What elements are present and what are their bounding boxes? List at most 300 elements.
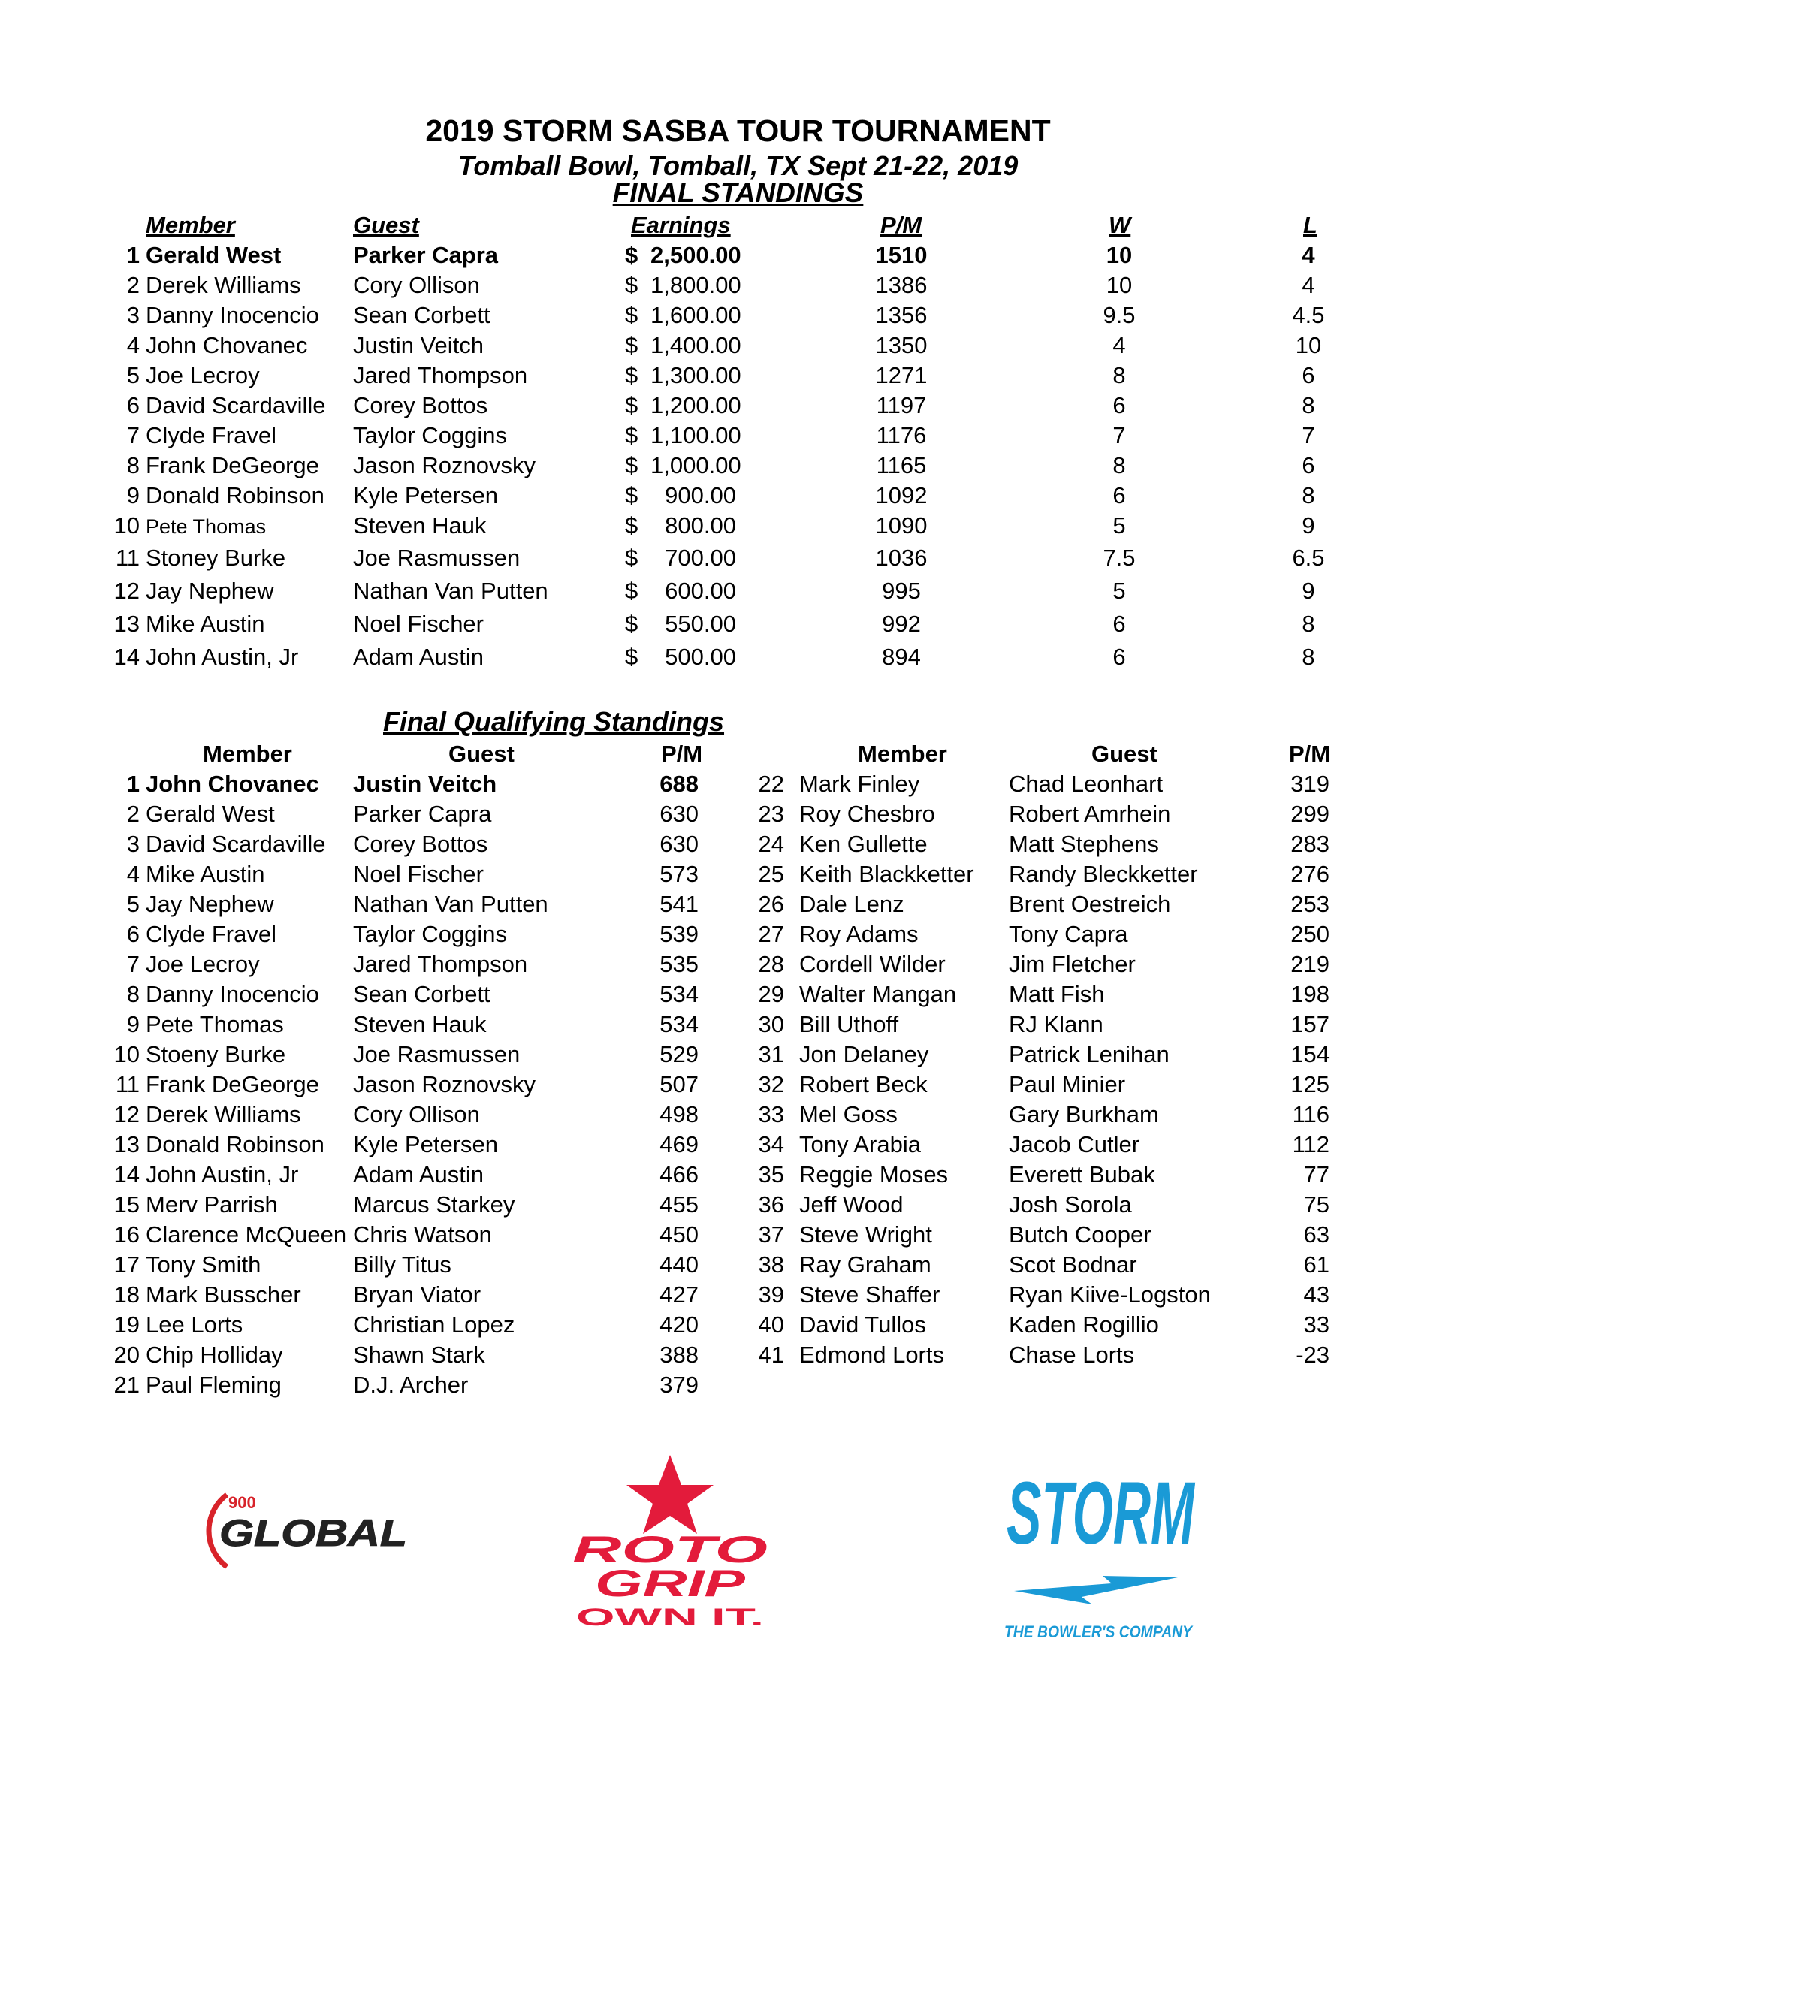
pm-cell: 1176 xyxy=(876,422,927,448)
currency-cell: $ xyxy=(625,302,638,328)
guest-cell: RJ Klann xyxy=(1009,1011,1103,1037)
pm-cell: 1350 xyxy=(875,332,928,358)
pm-cell: 388 xyxy=(659,1341,699,1368)
losses-cell: 8 xyxy=(1302,392,1315,418)
rank-cell: 13 xyxy=(113,1131,140,1157)
pm-cell: 219 xyxy=(1290,951,1330,977)
member-cell: Merv Parrish xyxy=(146,1191,278,1218)
member-cell: Pete Thomas xyxy=(146,1011,284,1037)
losses-cell: 7 xyxy=(1302,422,1315,448)
member-cell: John Austin, Jr xyxy=(146,1161,299,1188)
rank-cell: 17 xyxy=(113,1251,140,1278)
rank-cell: 9 xyxy=(126,1011,140,1037)
q-right-header-guest: Guest xyxy=(1091,741,1157,767)
rank-cell: 1 xyxy=(126,771,140,797)
table-row xyxy=(0,332,1437,362)
member-cell: Danny Inocencio xyxy=(146,981,319,1007)
col-header-guest: Guest xyxy=(353,212,419,238)
col-header-member: Member xyxy=(146,212,235,238)
member-cell: Jeff Wood xyxy=(799,1191,904,1218)
member-cell: Gerald West xyxy=(146,801,275,827)
guest-cell: Adam Austin xyxy=(353,1161,484,1188)
rank-cell: 34 xyxy=(758,1131,784,1157)
member-cell: David Scardaville xyxy=(146,392,326,418)
member-cell: Roy Adams xyxy=(799,921,919,947)
table-row xyxy=(0,1251,1437,1281)
pm-cell: 1386 xyxy=(875,272,928,298)
col-header-l: L xyxy=(1303,212,1317,238)
rank-cell: 5 xyxy=(126,362,140,388)
member-cell: Frank DeGeorge xyxy=(146,1071,319,1097)
page-title: 2019 STORM SASBA TOUR TOURNAMENT xyxy=(425,113,1051,148)
pm-cell: 630 xyxy=(659,831,699,857)
pm-cell: 116 xyxy=(1292,1101,1330,1127)
pm-cell: 77 xyxy=(1303,1161,1330,1188)
member-cell: Mel Goss xyxy=(799,1101,898,1127)
guest-cell: Jared Thompson xyxy=(353,951,528,977)
member-cell: John Chovanec xyxy=(146,771,319,797)
wins-cell: 6 xyxy=(1112,482,1126,509)
col-header-pm: P/M xyxy=(880,212,922,238)
losses-cell: 6 xyxy=(1302,362,1315,388)
rank-cell: 16 xyxy=(113,1221,140,1248)
pm-cell: 534 xyxy=(659,1011,699,1037)
table-row xyxy=(0,452,1437,482)
wins-cell: 9.5 xyxy=(1103,302,1136,328)
pm-cell: -23 xyxy=(1296,1341,1330,1368)
member-cell: Ray Graham xyxy=(799,1251,931,1278)
global-900-logo xyxy=(197,1486,422,1576)
rank-cell: 4 xyxy=(126,861,140,887)
rank-cell: 8 xyxy=(126,452,140,478)
rank-cell: 40 xyxy=(758,1311,784,1338)
pm-cell: 1165 xyxy=(876,452,927,478)
guest-cell: Matt Stephens xyxy=(1009,831,1159,857)
q-left-header-member: Member xyxy=(203,741,292,767)
section-title: FINAL STANDINGS xyxy=(612,177,864,208)
rank-cell: 4 xyxy=(126,332,140,358)
pm-cell: 535 xyxy=(659,951,699,977)
guest-cell: Patrick Lenihan xyxy=(1009,1041,1170,1067)
rank-cell: 14 xyxy=(113,644,140,670)
wins-cell: 6 xyxy=(1112,644,1126,670)
member-cell: Cordell Wilder xyxy=(799,951,946,977)
table-row xyxy=(0,951,1437,981)
member-cell: Mark Finley xyxy=(799,771,920,797)
table-row xyxy=(0,1101,1437,1131)
rank-cell: 5 xyxy=(126,891,140,917)
member-cell: Joe Lecroy xyxy=(146,362,260,388)
earnings-cell: 1,800.00 xyxy=(650,272,741,298)
rotogrip-tagline: OWN IT. xyxy=(576,1604,764,1631)
earnings-cell: 500.00 xyxy=(665,644,736,670)
table-row xyxy=(0,801,1437,831)
guest-cell: Jared Thompson xyxy=(353,362,528,388)
guest-cell: Noel Fischer xyxy=(353,611,484,637)
qualifying-title: Final Qualifying Standings xyxy=(383,706,725,737)
table-row xyxy=(0,578,1437,608)
pm-cell: 688 xyxy=(659,771,699,797)
earnings-cell: 700.00 xyxy=(665,545,736,571)
guest-cell: Jim Fletcher xyxy=(1009,951,1136,977)
member-cell: Chip Holliday xyxy=(146,1341,283,1368)
guest-cell: Ryan Kiive-Logston xyxy=(1009,1281,1211,1308)
member-cell: Lee Lorts xyxy=(146,1311,243,1338)
table-row xyxy=(0,302,1437,332)
member-cell: Dale Lenz xyxy=(799,891,904,917)
rank-cell: 32 xyxy=(758,1071,784,1097)
member-cell: Frank DeGeorge xyxy=(146,452,319,478)
pm-cell: 1271 xyxy=(875,362,928,388)
guest-cell: Justin Veitch xyxy=(353,771,497,797)
pm-cell: 420 xyxy=(659,1311,699,1338)
global-logo-graphic xyxy=(197,1486,422,1576)
member-cell: Edmond Lorts xyxy=(799,1341,944,1368)
rank-cell: 30 xyxy=(758,1011,784,1037)
rotogrip-logo xyxy=(565,1451,775,1631)
member-cell: Tony Smith xyxy=(146,1251,261,1278)
guest-cell: Kyle Petersen xyxy=(353,1131,498,1157)
rank-cell: 7 xyxy=(126,951,140,977)
rank-cell: 20 xyxy=(113,1341,140,1368)
guest-cell: Everett Bubak xyxy=(1009,1161,1155,1188)
table-row xyxy=(0,1161,1437,1191)
rank-cell: 33 xyxy=(758,1101,784,1127)
table-row xyxy=(0,611,1437,641)
guest-cell: Scot Bodnar xyxy=(1009,1251,1137,1278)
rank-cell: 9 xyxy=(126,482,140,509)
table-row xyxy=(0,1372,1437,1402)
pm-cell: 498 xyxy=(659,1101,699,1127)
rank-cell: 41 xyxy=(758,1341,784,1368)
member-cell: David Scardaville xyxy=(146,831,326,857)
rank-cell: 7 xyxy=(126,422,140,448)
table-row xyxy=(0,272,1437,302)
guest-cell: Taylor Coggins xyxy=(353,921,508,947)
rank-cell: 23 xyxy=(758,801,784,827)
table-row xyxy=(0,644,1437,674)
member-cell: Walter Mangan xyxy=(799,981,957,1007)
table-row xyxy=(0,242,1437,272)
pm-cell: 427 xyxy=(659,1281,699,1308)
pm-cell: 319 xyxy=(1290,771,1330,797)
guest-cell: Parker Capra xyxy=(353,242,499,268)
pm-cell: 1197 xyxy=(876,392,927,418)
losses-cell: 4 xyxy=(1302,242,1315,268)
guest-cell: Bryan Viator xyxy=(353,1281,481,1308)
pm-cell: 630 xyxy=(659,801,699,827)
currency-cell: $ xyxy=(625,422,638,448)
guest-cell: Jason Roznovsky xyxy=(353,1071,536,1097)
member-cell: Clarence McQueen xyxy=(146,1221,347,1248)
table-row xyxy=(0,891,1437,921)
rank-cell: 28 xyxy=(758,951,784,977)
currency-cell: $ xyxy=(625,332,638,358)
guest-cell: Nathan Van Putten xyxy=(353,891,548,917)
guest-cell: Joe Rasmussen xyxy=(353,545,521,571)
pm-cell: 33 xyxy=(1303,1311,1330,1338)
table-row xyxy=(0,1011,1437,1041)
table-row xyxy=(0,392,1437,422)
rotogrip-line1: ROTO xyxy=(572,1529,768,1571)
rank-cell: 11 xyxy=(115,545,140,571)
member-cell: Roy Chesbro xyxy=(799,801,935,827)
rank-cell: 26 xyxy=(758,891,784,917)
rank-cell: 38 xyxy=(758,1251,784,1278)
wins-cell: 10 xyxy=(1106,242,1133,268)
rank-cell: 19 xyxy=(113,1311,140,1338)
member-cell: John Chovanec xyxy=(146,332,308,358)
pm-cell: 43 xyxy=(1303,1281,1330,1308)
rotogrip-line2: GRIP xyxy=(595,1562,747,1604)
wins-cell: 5 xyxy=(1112,512,1126,539)
pm-cell: 61 xyxy=(1303,1251,1330,1278)
currency-cell: $ xyxy=(625,392,638,418)
guest-cell: Randy Bleckketter xyxy=(1009,861,1198,887)
member-cell: Robert Beck xyxy=(799,1071,928,1097)
member-cell: Joe Lecroy xyxy=(146,951,260,977)
losses-cell: 8 xyxy=(1302,611,1315,637)
guest-cell: Steven Hauk xyxy=(353,512,487,539)
guest-cell: Robert Amrhein xyxy=(1009,801,1171,827)
table-row xyxy=(0,362,1437,392)
guest-cell: Josh Sorola xyxy=(1009,1191,1132,1218)
rank-cell: 1 xyxy=(126,242,140,268)
guest-cell: Cory Ollison xyxy=(353,272,480,298)
earnings-cell: 2,500.00 xyxy=(650,242,741,268)
rank-cell: 8 xyxy=(126,981,140,1007)
earnings-cell: 600.00 xyxy=(665,578,736,604)
pm-cell: 250 xyxy=(1290,921,1330,947)
storm-wordmark: STORM xyxy=(1007,1464,1196,1563)
pm-cell: 507 xyxy=(659,1071,699,1097)
rank-cell: 31 xyxy=(758,1041,784,1067)
rank-cell: 15 xyxy=(113,1191,140,1218)
earnings-cell: 1,000.00 xyxy=(650,452,741,478)
pm-cell: 450 xyxy=(659,1221,699,1248)
pm-cell: 283 xyxy=(1290,831,1330,857)
losses-cell: 9 xyxy=(1302,512,1315,539)
earnings-cell: 1,400.00 xyxy=(650,332,741,358)
table-row xyxy=(0,921,1437,951)
member-cell: Donald Robinson xyxy=(146,1131,324,1157)
pm-cell: 534 xyxy=(659,981,699,1007)
col-header-earnings: Earnings xyxy=(631,212,731,238)
member-cell: Pete Thomas xyxy=(146,515,267,538)
pm-cell: 1510 xyxy=(875,242,928,268)
member-cell: Keith Blackketter xyxy=(799,861,974,887)
storm-logo xyxy=(999,1457,1202,1641)
table-row xyxy=(0,1041,1437,1071)
member-cell: Danny Inocencio xyxy=(146,302,319,328)
member-cell: Tony Arabia xyxy=(799,1131,921,1157)
member-cell: Derek Williams xyxy=(146,272,301,298)
member-cell: Steve Shaffer xyxy=(799,1281,940,1308)
guest-cell: Chris Watson xyxy=(353,1221,492,1248)
losses-cell: 9 xyxy=(1302,578,1315,604)
guest-cell: Jason Roznovsky xyxy=(353,452,536,478)
member-cell: Mike Austin xyxy=(146,611,265,637)
pm-cell: 1356 xyxy=(875,302,928,328)
q-right-header-member: Member xyxy=(858,741,947,767)
guest-cell: Matt Fish xyxy=(1009,981,1105,1007)
earnings-cell: 550.00 xyxy=(665,611,736,637)
member-cell: Reggie Moses xyxy=(799,1161,949,1188)
member-cell: David Tullos xyxy=(799,1311,926,1338)
table-row xyxy=(0,1221,1437,1251)
guest-cell: Butch Cooper xyxy=(1009,1221,1151,1248)
col-header-w: W xyxy=(1109,212,1131,238)
rotogrip-star-icon xyxy=(626,1455,714,1534)
rank-cell: 37 xyxy=(758,1221,784,1248)
currency-cell: $ xyxy=(625,362,638,388)
guest-cell: Billy Titus xyxy=(353,1251,451,1278)
pm-cell: 75 xyxy=(1303,1191,1330,1218)
wins-cell: 4 xyxy=(1112,332,1126,358)
rank-cell: 2 xyxy=(126,801,140,827)
member-cell: Gerald West xyxy=(146,242,282,268)
table-row xyxy=(0,1341,1437,1372)
guest-cell: Kyle Petersen xyxy=(353,482,498,509)
pm-cell: 995 xyxy=(882,578,921,604)
member-cell: Steve Wright xyxy=(799,1221,932,1248)
pm-cell: 198 xyxy=(1290,981,1330,1007)
losses-cell: 10 xyxy=(1295,332,1322,358)
pm-cell: 894 xyxy=(882,644,921,670)
member-cell: Clyde Fravel xyxy=(146,921,276,947)
guest-cell: Adam Austin xyxy=(353,644,484,670)
table-row xyxy=(0,1311,1437,1341)
pm-cell: 440 xyxy=(659,1251,699,1278)
pm-cell: 541 xyxy=(659,891,699,917)
table-row xyxy=(0,1191,1437,1221)
guest-cell: Joe Rasmussen xyxy=(353,1041,521,1067)
member-cell: Ken Gullette xyxy=(799,831,928,857)
currency-cell: $ xyxy=(625,482,638,509)
rank-cell: 24 xyxy=(758,831,784,857)
member-cell: Mark Busscher xyxy=(146,1281,301,1308)
pm-cell: 63 xyxy=(1303,1221,1330,1248)
earnings-cell: 900.00 xyxy=(665,482,736,509)
wins-cell: 7 xyxy=(1112,422,1126,448)
guest-cell: D.J. Archer xyxy=(353,1372,469,1398)
guest-cell: Parker Capra xyxy=(353,801,492,827)
rank-cell: 13 xyxy=(113,611,140,637)
table-row xyxy=(0,981,1437,1011)
rank-cell: 2 xyxy=(126,272,140,298)
rank-cell: 35 xyxy=(758,1161,784,1188)
losses-cell: 6 xyxy=(1302,452,1315,478)
guest-cell: Chad Leonhart xyxy=(1009,771,1164,797)
guest-cell: Paul Minier xyxy=(1009,1071,1126,1097)
rank-cell: 21 xyxy=(113,1372,140,1398)
guest-cell: Shawn Stark xyxy=(353,1341,485,1368)
guest-cell: Tony Capra xyxy=(1009,921,1128,947)
rank-cell: 25 xyxy=(758,861,784,887)
table-row xyxy=(0,1071,1437,1101)
table-row xyxy=(0,1281,1437,1311)
table-row xyxy=(0,771,1437,801)
pm-cell: 992 xyxy=(882,611,921,637)
rank-cell: 3 xyxy=(126,302,140,328)
wins-cell: 6 xyxy=(1112,611,1126,637)
wins-cell: 8 xyxy=(1112,452,1126,478)
rank-cell: 27 xyxy=(758,921,784,947)
page-subtitle: Tomball Bowl, Tomball, TX Sept 21-22, 2019 xyxy=(457,150,1019,181)
pm-cell: 125 xyxy=(1290,1071,1330,1097)
guest-cell: Steven Hauk xyxy=(353,1011,487,1037)
pm-cell: 253 xyxy=(1290,891,1330,917)
rank-cell: 11 xyxy=(115,1071,140,1097)
guest-cell: Corey Bottos xyxy=(353,392,488,418)
currency-cell: $ xyxy=(625,644,638,670)
member-cell: Bill Uthoff xyxy=(799,1011,899,1037)
rank-cell: 29 xyxy=(758,981,784,1007)
member-cell: Jay Nephew xyxy=(146,578,274,604)
pm-cell: 455 xyxy=(659,1191,699,1218)
member-cell: John Austin, Jr xyxy=(146,644,299,670)
pm-cell: 157 xyxy=(1290,1011,1330,1037)
rank-cell: 18 xyxy=(113,1281,140,1308)
currency-cell: $ xyxy=(625,512,638,539)
table-row xyxy=(0,482,1437,512)
rank-cell: 10 xyxy=(113,512,140,539)
pm-cell: 299 xyxy=(1290,801,1330,827)
rank-cell: 12 xyxy=(113,1101,140,1127)
rank-cell: 39 xyxy=(758,1281,784,1308)
table-row xyxy=(0,861,1437,891)
rank-cell: 36 xyxy=(758,1191,784,1218)
guest-cell: Chase Lorts xyxy=(1009,1341,1135,1368)
guest-cell: Taylor Coggins xyxy=(353,422,508,448)
currency-cell: $ xyxy=(625,578,638,604)
member-cell: Clyde Fravel xyxy=(146,422,276,448)
earnings-cell: 1,100.00 xyxy=(650,422,741,448)
pm-cell: 154 xyxy=(1290,1041,1330,1067)
table-row xyxy=(0,1131,1437,1161)
pm-cell: 1092 xyxy=(875,482,928,509)
pm-cell: 529 xyxy=(659,1041,699,1067)
rotogrip-logo-graphic xyxy=(565,1451,775,1631)
q-left-header-guest: Guest xyxy=(448,741,515,767)
earnings-cell: 1,600.00 xyxy=(650,302,741,328)
member-cell: Jon Delaney xyxy=(799,1041,929,1067)
pm-cell: 1090 xyxy=(875,512,928,539)
wins-cell: 5 xyxy=(1112,578,1126,604)
guest-cell: Marcus Starkey xyxy=(353,1191,515,1218)
rank-cell: 12 xyxy=(113,578,140,604)
table-row xyxy=(0,831,1437,861)
guest-cell: Jacob Cutler xyxy=(1009,1131,1140,1157)
rank-cell: 10 xyxy=(113,1041,140,1067)
pm-cell: 1036 xyxy=(875,545,928,571)
guest-cell: Gary Burkham xyxy=(1009,1101,1159,1127)
pm-cell: 276 xyxy=(1290,861,1330,887)
global-logo-wordmark: GLOBAL xyxy=(219,1512,407,1554)
currency-cell: $ xyxy=(625,545,638,571)
pm-cell: 112 xyxy=(1292,1131,1330,1157)
wins-cell: 10 xyxy=(1106,272,1133,298)
pm-cell: 469 xyxy=(659,1131,699,1157)
q-right-header-pm: P/M xyxy=(1289,741,1331,767)
earnings-cell: 1,200.00 xyxy=(650,392,741,418)
storm-logo-graphic xyxy=(999,1457,1202,1641)
pm-cell: 379 xyxy=(659,1372,699,1398)
table-row xyxy=(0,512,1437,542)
rank-cell: 14 xyxy=(113,1161,140,1188)
table-row xyxy=(0,422,1437,452)
currency-cell: $ xyxy=(625,611,638,637)
